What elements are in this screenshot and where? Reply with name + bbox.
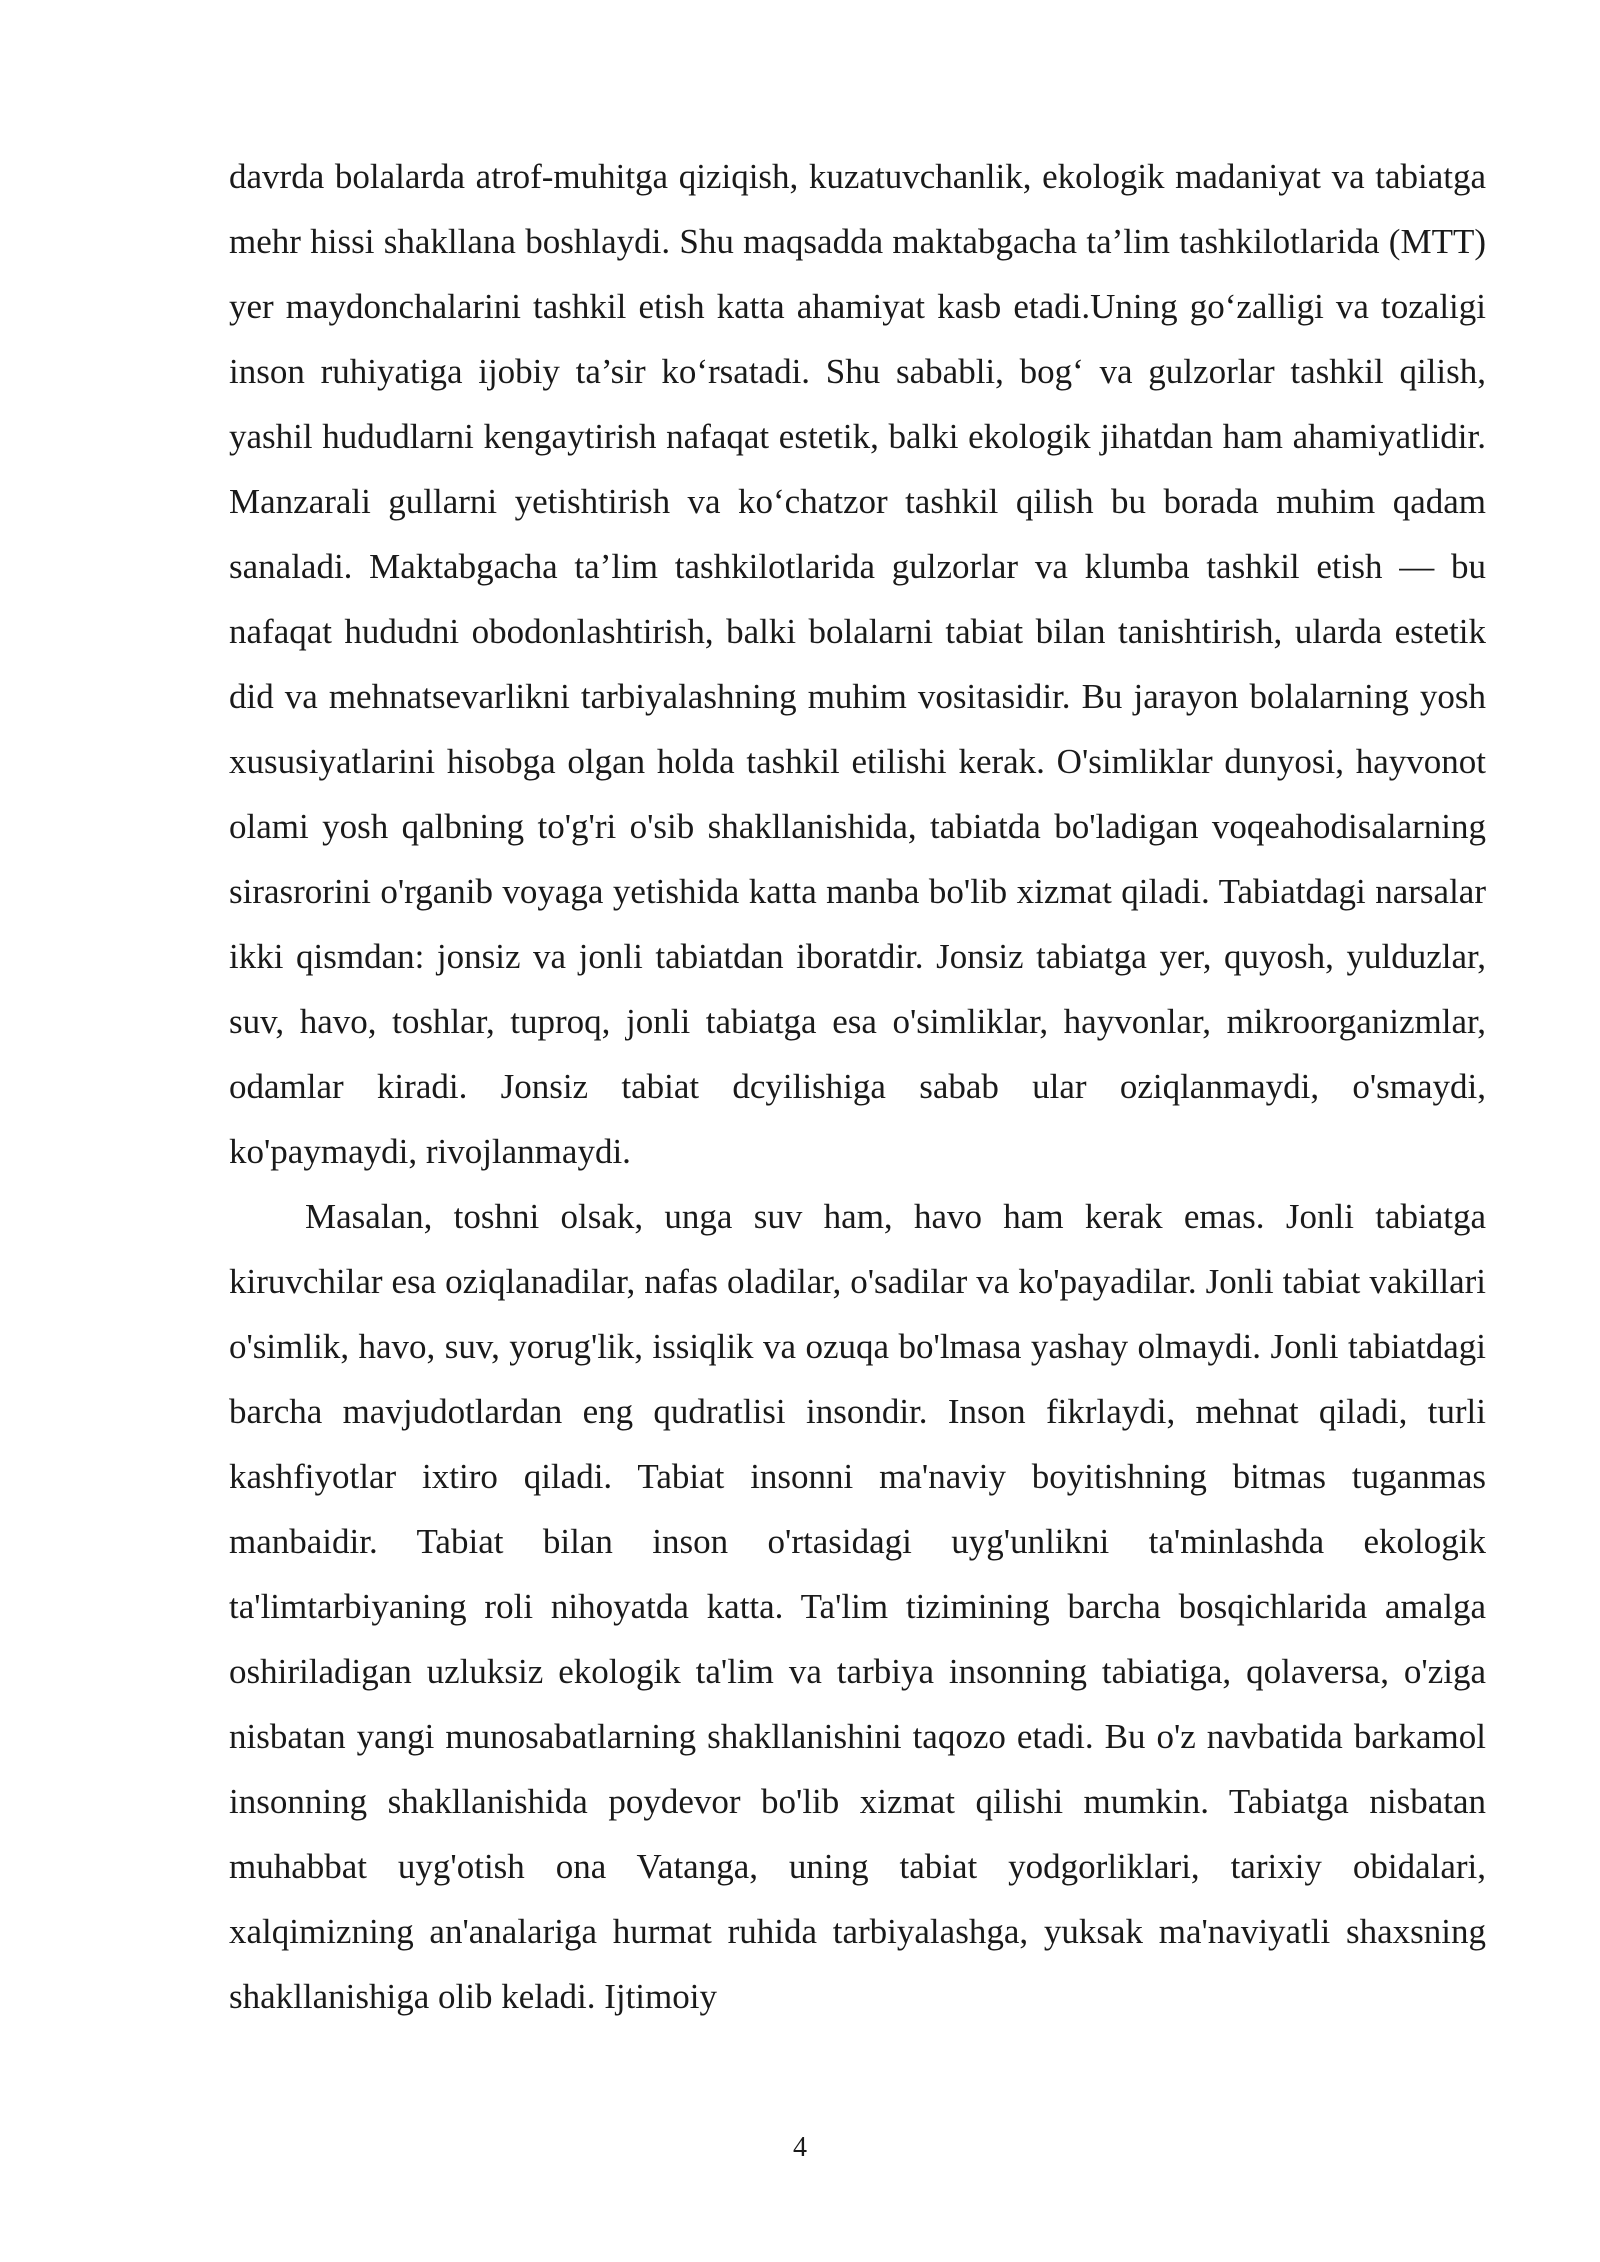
body-text	[229, 144, 1486, 2029]
page-number: 4	[793, 2132, 807, 2163]
paragraph-1: davrda bolalarda atrof-muhitga qiziqish, kuzatuvchanlik, ekologik madaniyat va tabiatga mehr hissi shakllana boshlaydi. Shu maqsadda maktabgacha ta’lim tashkilotlarida (MTT) yer maydonchalarini tashkil etish katta ahamiyat kasb etadi.Uning go‘zalligi va tozaligi inson ruhiyatiga ijobiy ta’sir ko‘rsatadi. Shu sababli, bog‘ va gulzorlar tashkil qilish, yashil hududlarni kengaytirish nafaqat estetik, balki ekologik jihatdan ham ahamiyatlidir. Manzarali gullarni yetishtirish va ko‘chatzor tashkil qilish bu borada muhim qadam sanaladi. Maktabgacha ta’lim tashkilotlarida gulzorlar va klumba tashkil etish — bu nafaqat hududni obodonlashtirish, balki bolalarni tabiat bilan tanishtirish, ularda estetik did va mehnatsevarlikni tarbiyalashning muhim vositasidir. Bu jarayon bolalarning yosh xususiyatlarini hisobga olgan holda tashkil etilishi kerak. O'simliklar dunyosi, hayvonot olami yosh qalbning to'g'ri o'sib shakllanishida, tabiatda bo'ladigan voqeahodisalarning sirasrorini o'rganib voyaga yetishida katta manba bo'lib xizmat qiladi. Tabiatdagi narsalar ikki qismdan: jonsiz va jonli tabiatdan iboratdir. Jonsiz tabiatga yer, quyosh, yulduzlar, suv, havo, toshlar, tuproq, jonli tabiatga esa o'simliklar, hayvonlar, mikroorganizmlar, odamlar kiradi. Jonsiz tabiat dcyilishiga sabab ular oziqlanmaydi, o'smaydi, ko'paymaydi, rivojlanmaydi.	[229, 157, 1486, 1171]
paragraph-2: Masalan, toshni olsak, unga suv ham, havo ham kerak emas. Jonli tabiatga kiruvchilar esa oziqlanadilar, nafas oladilar, o'sadilar va ko'payadilar. Jonli tabiat vakillari o'simlik, havo, suv, yorug'lik, issiqlik va ozuqa bo'lmasa yashay olmaydi. Jonli tabiatdagi barcha mavjudotlardan eng qudratlisi insondir. Inson fikrlaydi, mehnat qiladi, turli kashfiyotlar ixtiro qiladi. Tabiat insonni ma'naviy boyitishning bitmas tuganmas manbaidir. Tabiat bilan inson o'rtasidagi uyg'unlikni ta'minlashda ekologik ta'limtarbiyaning roli nihoyatda katta. Ta'lim tizimining barcha bosqichlarida amalga oshiriladigan uzluksiz ekologik ta'lim va tarbiya insonning tabiatiga, qolaversa, o'ziga nisbatan yangi munosabatlarning shakllanishini taqozo etadi. Bu o'z navbatida barkamol insonning shakllanishida poydevor bo'lib xizmat qilishi mumkin. Tabiatga nisbatan muhabbat uyg'otish ona Vatanga, uning tabiat yodgorliklari, tarixiy obidalari, xalqimizning an'analariga hurmat ruhida tarbiyalashga, yuksak ma'naviyatli shaxsning shakllanishiga olib keladi. Ijtimoiy	[229, 1197, 1486, 2016]
